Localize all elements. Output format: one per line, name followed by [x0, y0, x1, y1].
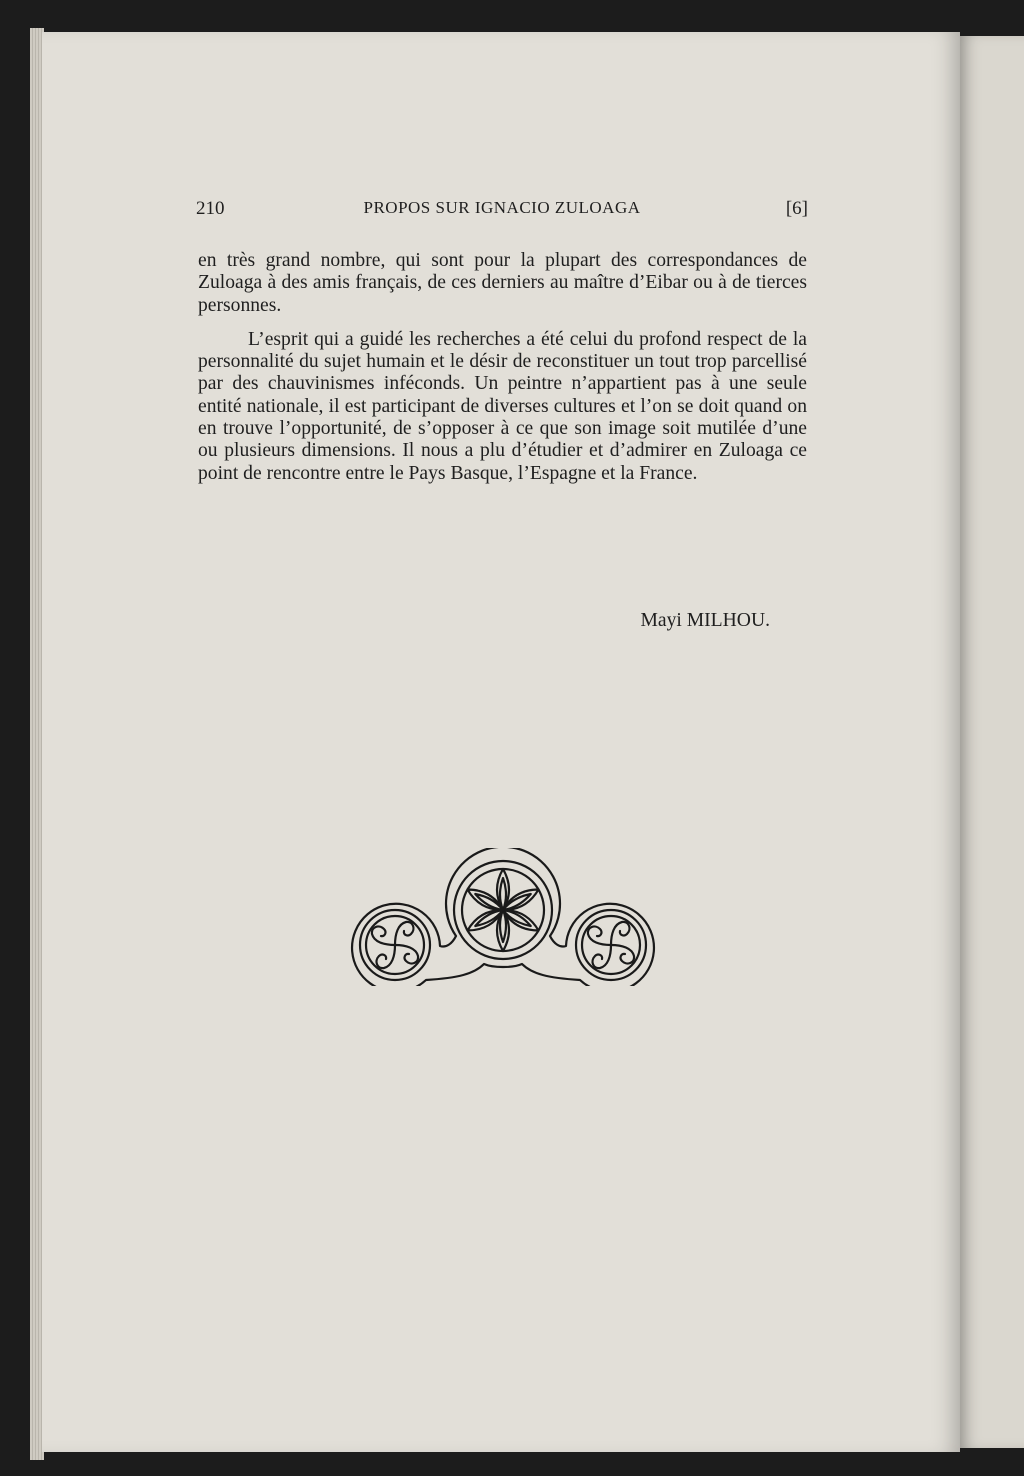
- book-page: [42, 32, 960, 1452]
- page-number: 210: [196, 198, 225, 219]
- basque-rosette-lauburu-ornament-icon: [348, 848, 658, 986]
- paragraph: L’esprit qui a guidé les recherches a été celui du profond respect de la personnalité du sujet humain et le désir de reconstituer un tout trop parcellisé par des chauvinismes inféconds. Un peintre n’appartient pas à une seule entité nationale, il est participant de diverses cultures et l’on se doit quand on en trouve l’opportunité, de s’opposer à ce que son image soit mutilée d’une ou plusieurs dimensions. Il nous a plu d’étudier et d’admirer en Zuloaga ce point de rencontre entre le Pays Basque, l’Espagne et la France.: [198, 328, 807, 484]
- running-head: [196, 198, 808, 226]
- facing-page-edge: [958, 36, 1024, 1448]
- paragraph-continued: en très grand nombre, qui sont pour la plupart des correspondances de Zuloaga à des amis français, de ces derniers au maître d’Eibar ou à de tierces personnes.: [198, 250, 807, 316]
- body-text: [198, 250, 807, 485]
- author-signature: Mayi MILHOU.: [640, 610, 770, 631]
- running-title: PROPOS SUR IGNACIO ZULOAGA: [363, 198, 641, 217]
- section-marker: [6]: [785, 198, 808, 219]
